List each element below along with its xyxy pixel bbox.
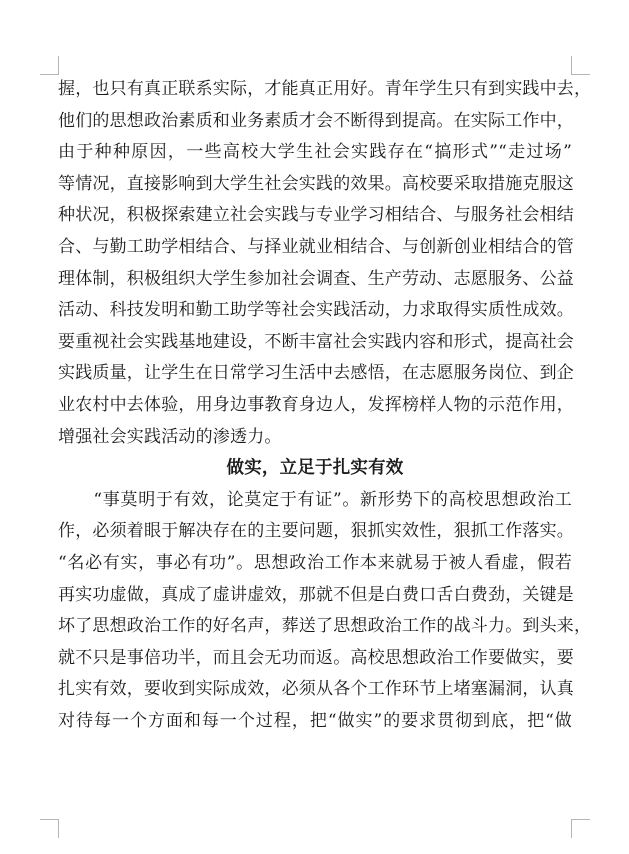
text-line: 由于种种原因，一些高校大学生社会实践存在“搞形式”“走过场”	[58, 142, 572, 163]
text-line: 再实功虚做，真成了虚讲虚效，那就不但是白费口舌白费劲，关键是	[58, 584, 574, 605]
text-line: 扎实有效，要收到实际成效，必须从各个工作环节上堵塞漏洞，认真	[58, 679, 574, 700]
text-line: 业农村中去体验，用身边事教育身边人，发挥榜样人物的示范作用，	[58, 394, 574, 415]
text-line: 他们的思想政治素质和业务素质才会不断得到提高。在实际工作中，	[58, 110, 574, 131]
text-line: 活动、科技发明和勤工助学等社会实践活动，力求取得实质性成效。	[58, 300, 574, 321]
page-corner-mark-top-right	[571, 56, 590, 75]
text-line: 作，必须着眼于解决存在的主要问题，狠抓实效性，狠抓工作落实。	[58, 521, 574, 542]
text-line: 对待每一个方面和每一个过程，把“做实”的要求贯彻到底，把“做	[58, 710, 572, 731]
text-line: 就不只是事倍功半，而且会无功而返。高校思想政治工作要做实，要	[58, 647, 574, 668]
text-line: 种状况，积极探索建立社会实践与专业学习相结合、与服务社会相结	[58, 205, 574, 226]
text-line: 合、与勤工助学相结合、与择业就业相结合、与创新创业相结合的管	[58, 236, 574, 257]
document-body	[58, 74, 592, 737]
text-line: “事莫明于有效，论莫定于有证”。新形势下的高校思想政治工	[58, 489, 572, 510]
paragraph-2	[58, 485, 592, 738]
text-line: 增强社会实践活动的渗透力。	[58, 426, 282, 447]
paragraph-1	[58, 74, 592, 453]
text-line: 要重视社会实践基地建设，不断丰富社会实践内容和形式，提高社会	[58, 331, 574, 352]
text-line: 等情况，直接影响到大学生社会实践的效果。高校要采取措施克服这	[58, 173, 574, 194]
text-line: “名必有实，事必有功”。思想政治工作本来就易于被人看虚，假若	[58, 552, 572, 573]
text-line: 坏了思想政治工作的好名声，葬送了思想政治工作的战斗力。到头来，	[58, 616, 592, 637]
text-line: 实践质量，让学生在日常学习生活中去感悟，在志愿服务岗位、到企	[58, 363, 574, 384]
text-line: 理体制，积极组织大学生参加社会调查、生产劳动、志愿服务、公益	[58, 268, 574, 289]
text-line: 握，也只有真正联系实际，才能真正用好。青年学生只有到实践中去，	[58, 79, 592, 99]
page-corner-mark-bottom-left	[40, 819, 59, 838]
page-corner-mark-top-left	[40, 56, 59, 75]
section-heading: 做实，立足于扎实有效	[226, 458, 404, 479]
page-corner-mark-bottom-right	[571, 819, 590, 838]
